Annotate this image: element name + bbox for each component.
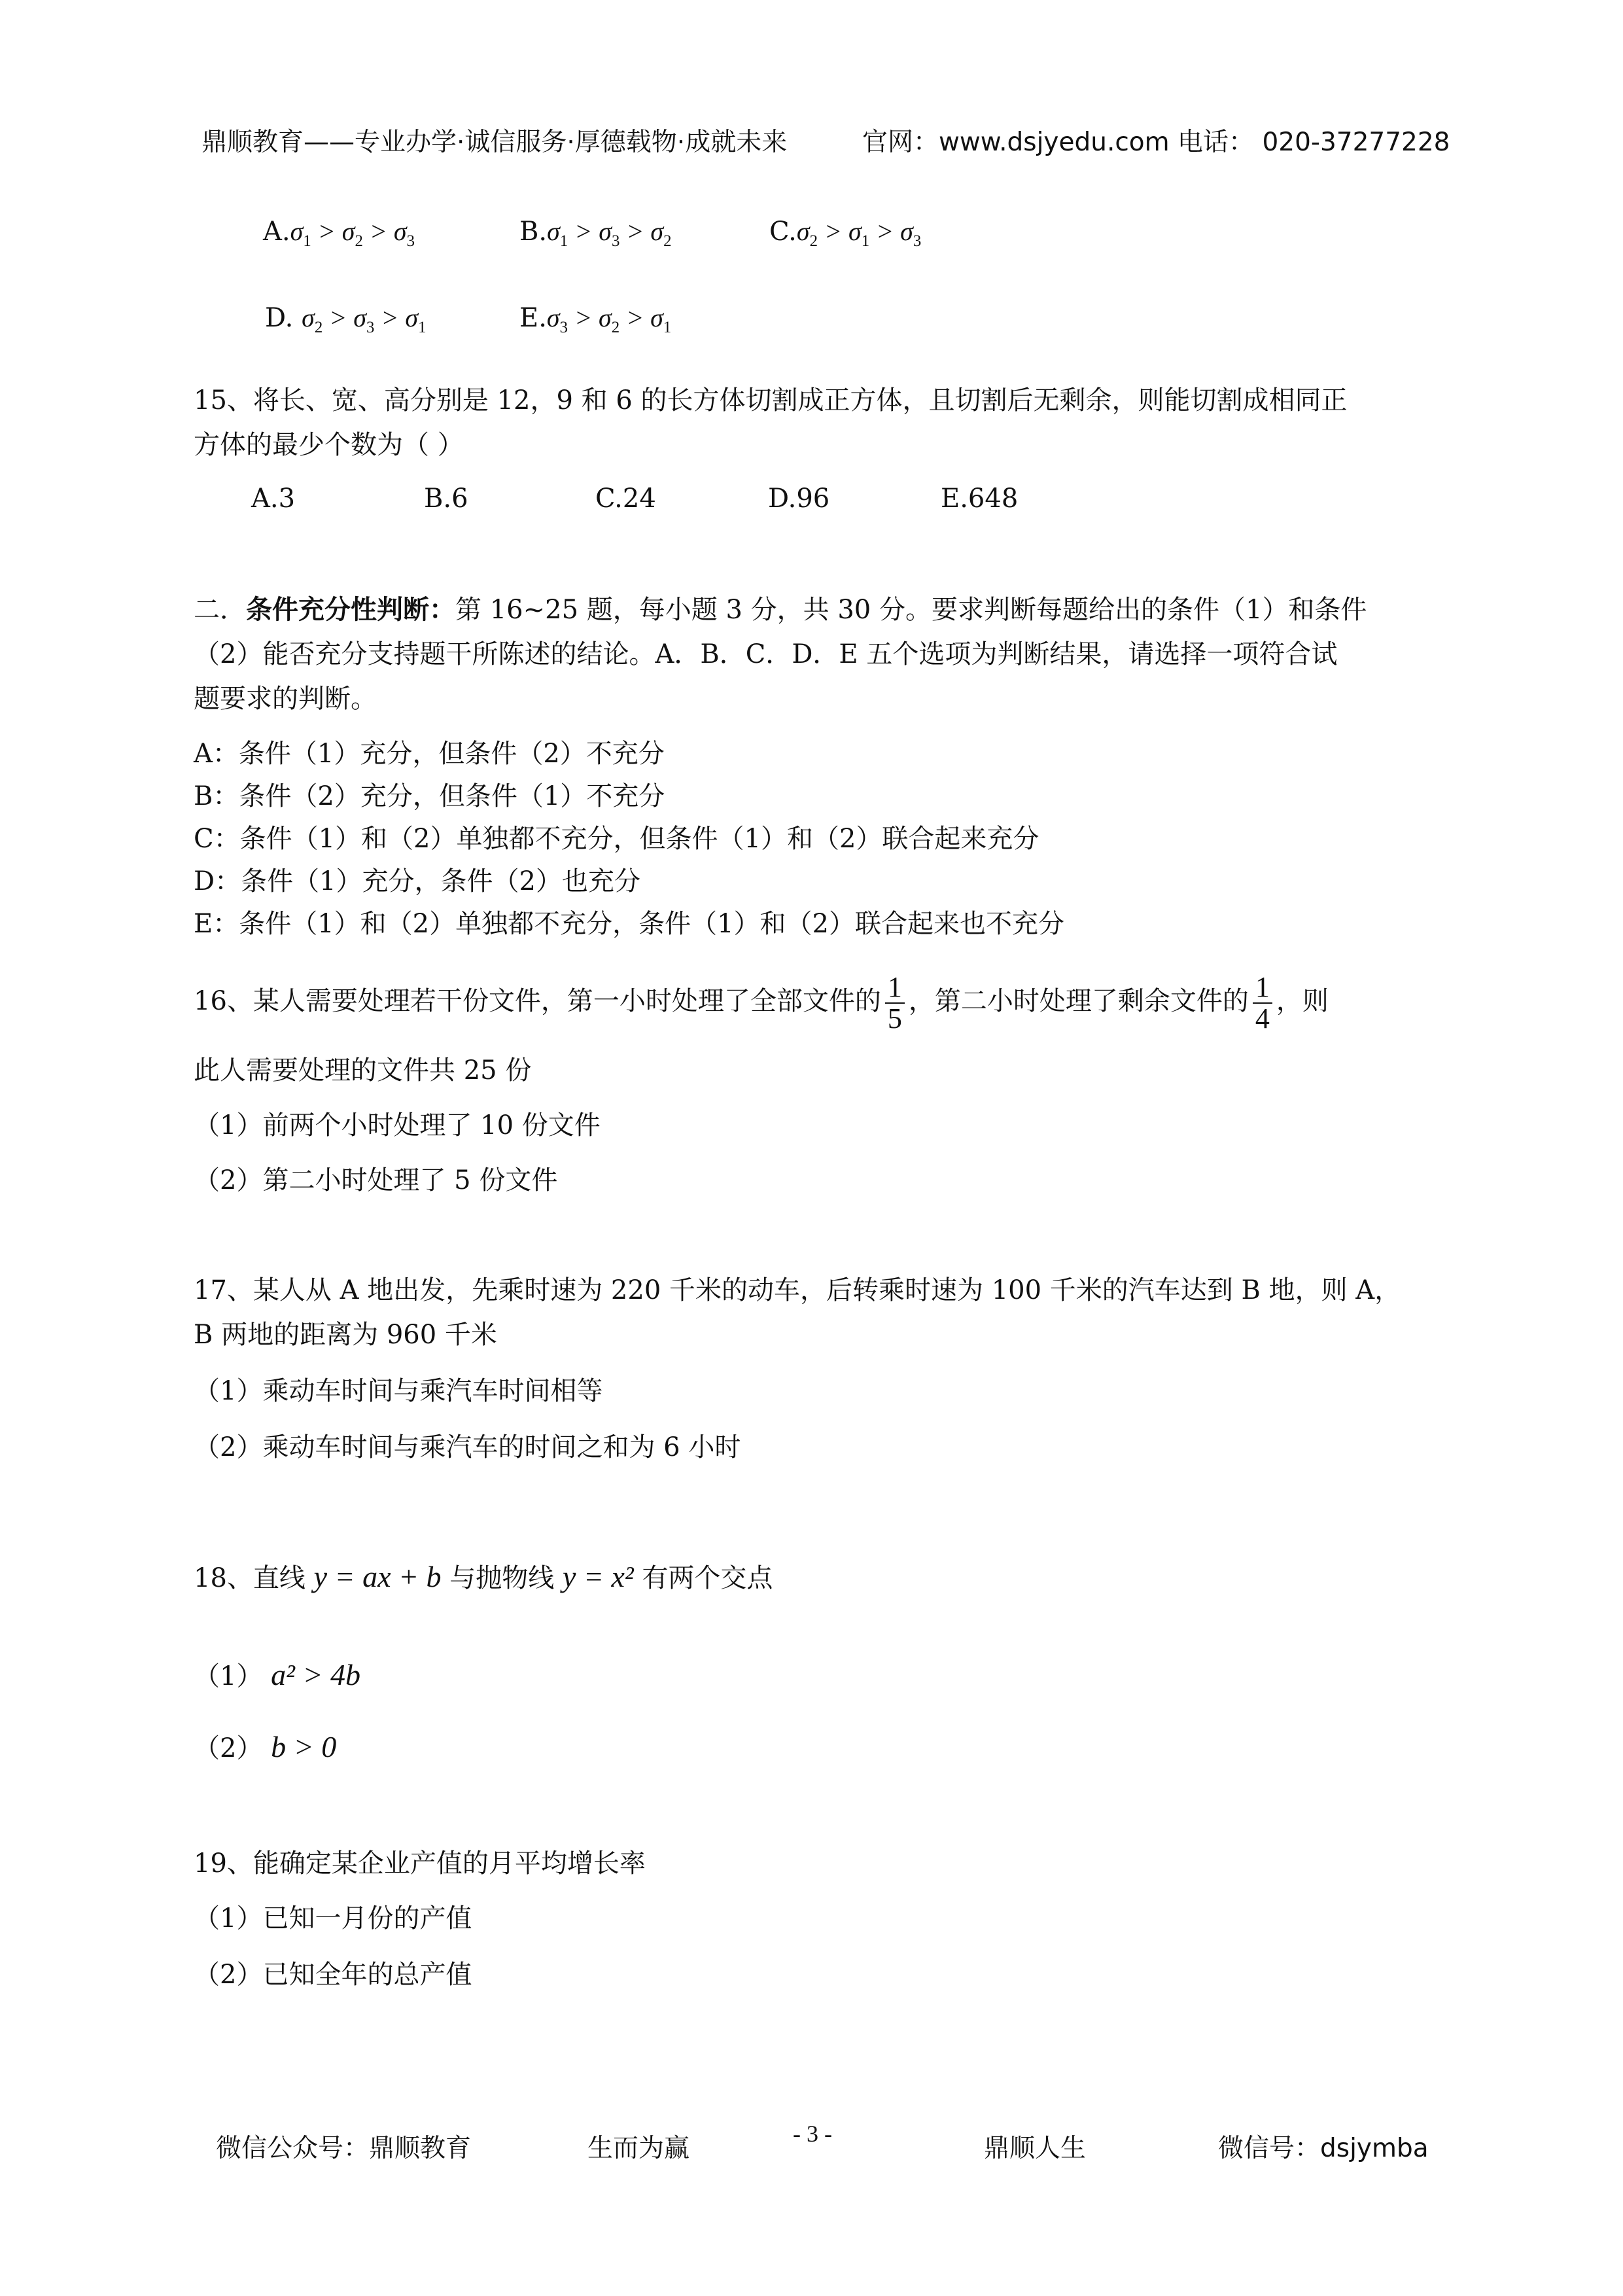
q14-option-e: $E.\sigma_3 > \sigma_2 > \sigma_1$ [519, 303, 672, 336]
rule-b: B：条件（2）充分，但条件（1）不充分 [194, 781, 665, 811]
q14-option-a: $A.\sigma_1 > \sigma_2 > \sigma_3$ [263, 217, 415, 250]
condition-label: （2） [194, 1733, 263, 1763]
q15-line2: 方体的最少个数为（ ） [194, 430, 464, 460]
q18-text-2: 与抛物线 [449, 1563, 555, 1593]
q18-text-3: 有两个交点 [642, 1563, 773, 1593]
section2-line1-text: 第 16~25 题，每小题 3 分，共 30 分。要求判断每题给出的条件（1）和条件 [455, 595, 1367, 625]
option-label: A. [263, 217, 290, 247]
q18-text-1: 18、直线 [194, 1563, 305, 1593]
q16-text-2: ，第二小时处理了剩余文件的 [908, 986, 1249, 1017]
section2-line3: 题要求的判断。 [194, 684, 377, 714]
q15-line1: 15、将长、宽、高分别是 12，9 和 6 的长方体切割成正方体，且切割后无剩余，则能切割成相同正 [194, 385, 1348, 415]
q15-option-a: A.3 [251, 484, 296, 514]
q16-condition-2: （2）第二小时处理了 5 份文件 [194, 1165, 558, 1195]
q17-condition-2: （2）乘动车时间与乘汽车的时间之和为 6 小时 [194, 1432, 741, 1462]
rule-d: D：条件（1）充分，条件（2）也充分 [194, 866, 640, 896]
q18-stem [194, 1557, 773, 1597]
q17-stem [194, 1268, 1401, 1357]
q16-stem-line2: 此人需要处理的文件共 25 份 [194, 1055, 532, 1086]
q18-condition-1-expr: a² > 4b [271, 1658, 361, 1691]
footer-wechat-id: 微信号：dsjymba [1218, 2134, 1429, 2163]
q14-option-c: $C.\sigma_2 > \sigma_1 > \sigma_3$ [769, 217, 922, 250]
q18-condition-2 [194, 1727, 336, 1767]
q16-condition-1: （1）前两个小时处理了 10 份文件 [194, 1110, 601, 1140]
page-number: - 3 - [793, 2121, 832, 2147]
q16-fraction-1: $\frac{1}{5}$ [885, 972, 905, 1034]
q18-condition-1 [194, 1655, 360, 1695]
section2-line1 [194, 588, 1367, 632]
q15-stem [194, 378, 1348, 467]
section2-intro [194, 588, 1367, 721]
q14-option-b: $B.\sigma_1 > \sigma_3 > \sigma_2$ [519, 217, 672, 250]
q15-option-b: B.6 [424, 484, 468, 514]
judgment-rules [194, 733, 1064, 945]
condition-label: （1） [194, 1661, 263, 1691]
q18-line-equation: y = ax + b [313, 1560, 442, 1593]
q16-stem-line1 [194, 972, 1329, 1034]
rule-a: A：条件（1）充分，但条件（2）不充分 [194, 739, 665, 769]
q14-option-d: D. $\sigma_2 > \sigma_3 > \sigma_1$ [265, 303, 427, 336]
q19-condition-1: （1）已知一月份的产值 [194, 1903, 472, 1934]
q17-line2: B 两地的距离为 960 千米 [194, 1320, 497, 1350]
option-label: E. [519, 303, 547, 333]
header-right: 官网：www.dsjyedu.com 电话： 020-37277228 [862, 128, 1450, 157]
q15-option-d: D.96 [768, 484, 830, 514]
footer-slogan: 生而为赢 [587, 2134, 690, 2163]
q18-parabola-equation: y = x² [562, 1560, 634, 1593]
footer-wechat-public: 微信公众号：鼎顺教育 [216, 2134, 472, 2163]
footer-brand: 鼎顺人生 [984, 2134, 1087, 2163]
section-title: 条件充分性判断： [246, 594, 455, 625]
section-number: 二． [194, 595, 246, 625]
q18-condition-2-expr: b > 0 [271, 1730, 337, 1763]
q15-option-c: C.24 [595, 484, 656, 514]
q17-condition-1: （1）乘动车时间与乘汽车时间相等 [194, 1376, 603, 1406]
q17-line1: 17、某人从 A 地出发，先乘时速为 220 千米的动车，后转乘时速为 100 千米的汽车达到 B 地，则 A， [194, 1275, 1401, 1305]
q16-text-1: 16、某人需要处理若干份文件，第一小时处理了全部文件的 [194, 986, 881, 1017]
q16-fraction-2: $\frac{1}{4}$ [1253, 972, 1272, 1034]
rule-c: C：条件（1）和（2）单独都不充分，但条件（1）和（2）联合起来充分 [194, 824, 1039, 854]
q15-option-e: E.648 [941, 484, 1019, 514]
q19-stem: 19、能确定某企业产值的月平均增长率 [194, 1848, 646, 1879]
section2-line2: （2）能否充分支持题干所陈述的结论。A．B．C．D．E 五个选项为判断结果，请选择一项符合试 [194, 639, 1338, 669]
rule-e: E：条件（1）和（2）单独都不充分，条件（1）和（2）联合起来也不充分 [194, 909, 1064, 939]
q16-text-3: ，则 [1276, 986, 1329, 1017]
q19-condition-2: （2）已知全年的总产值 [194, 1960, 472, 1990]
option-label: B. [519, 217, 548, 247]
header-left: 鼎顺教育——专业办学·诚信服务·厚德载物·成就未来 [201, 128, 788, 157]
option-label: D. [265, 303, 294, 333]
option-label: C. [769, 217, 797, 247]
